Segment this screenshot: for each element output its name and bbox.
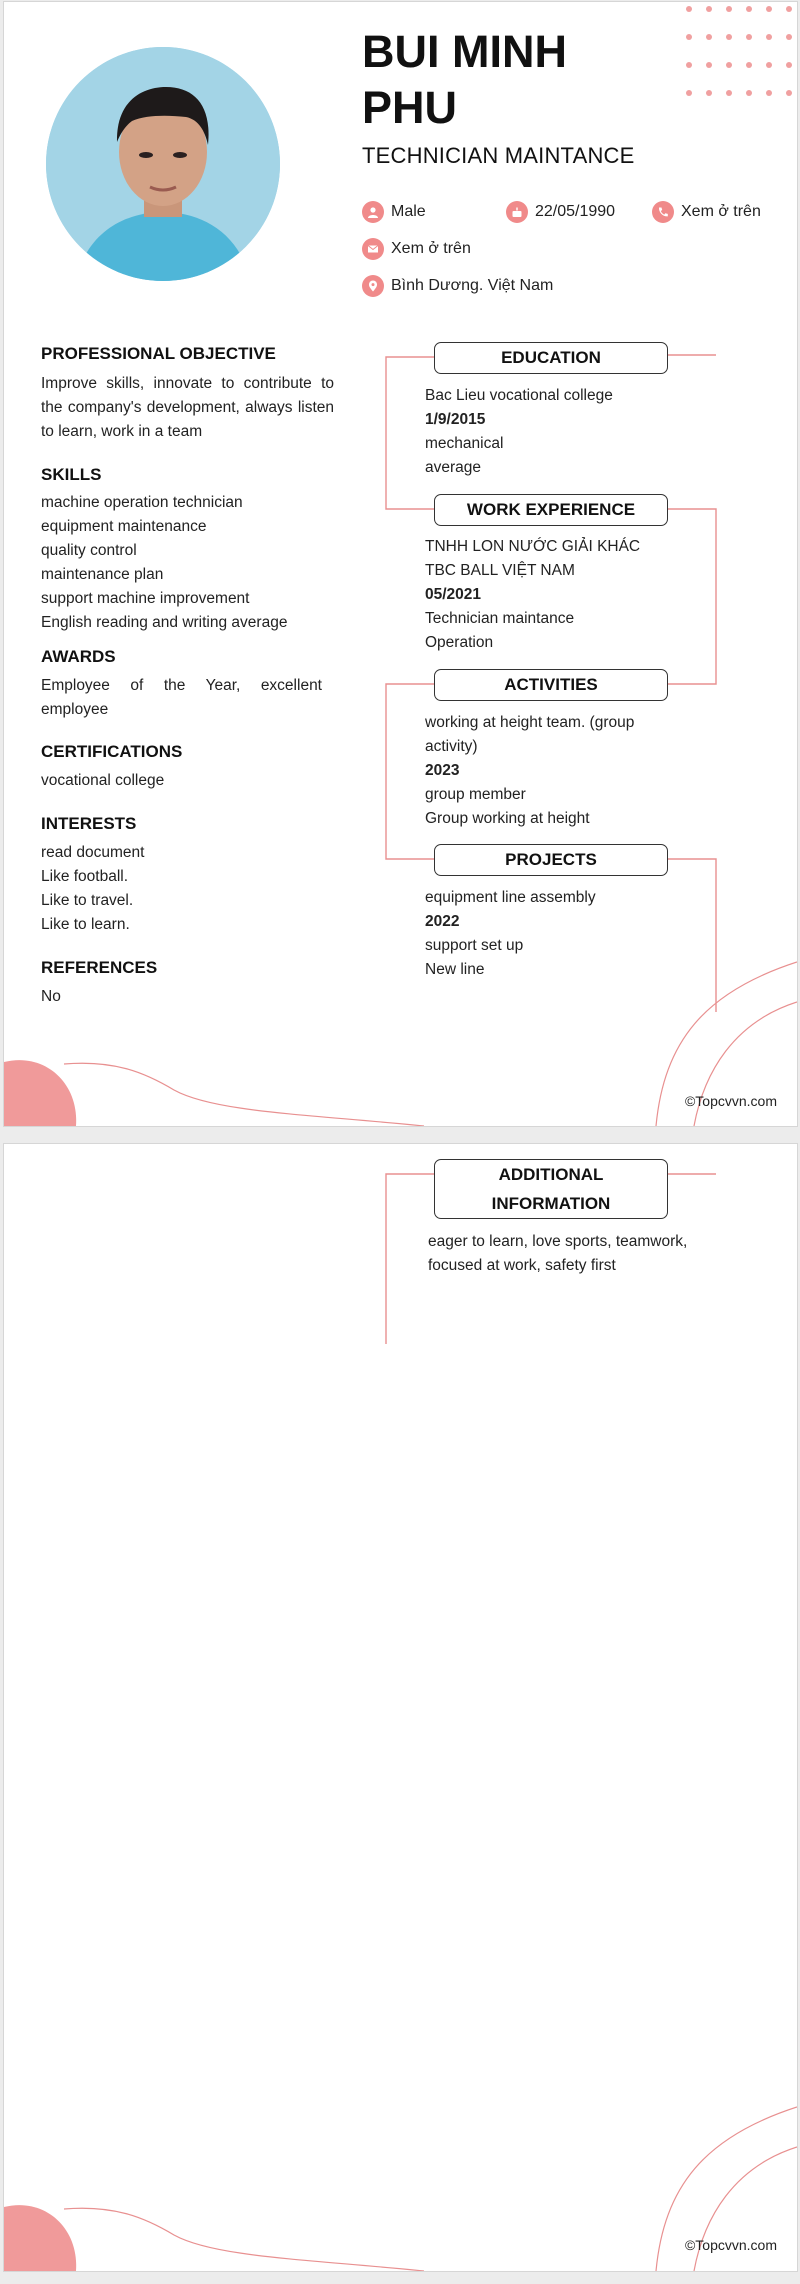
education-grade: average [425, 459, 482, 476]
work-company: TNHH LON NƯỚC GIẢI KHÁC TBC BALL VIỆT NAM [425, 538, 641, 579]
interests-title: INTERESTS [41, 814, 137, 833]
address-value: Bình Dương. Việt Nam [391, 277, 554, 294]
footer-watermark: ©Topcvvn.com [684, 1093, 777, 1109]
list-item: quality control [41, 542, 137, 559]
certifications-text: vocational college [41, 772, 165, 789]
list-item: support machine improvement [41, 590, 250, 607]
education-school: Bac Lieu vocational college [425, 387, 613, 404]
certifications-title: CERTIFICATIONS [41, 742, 183, 761]
list-item: Like football. [41, 868, 129, 885]
additional-info-header [434, 1159, 668, 1219]
activity-description: Group working at height [425, 810, 590, 827]
references-title: REFERENCES [41, 958, 158, 977]
cv-page-1 [3, 1, 798, 1127]
objective-text: Improve skills, innovate to contribute to the company's development, always listen to learn, work in a team [41, 375, 334, 440]
decorative-waves [4, 942, 797, 1126]
work-position: Technician maintance [425, 610, 575, 627]
activity-date: 2023 [425, 762, 460, 779]
education-entry [425, 384, 675, 480]
education-date: 1/9/2015 [425, 411, 486, 428]
work-experience-header: WORK EXPERIENCE [434, 494, 668, 526]
name-line-2: PHU [362, 82, 458, 133]
list-item: Like to travel. [41, 892, 134, 909]
list-item: equipment maintenance [41, 518, 207, 535]
list-item: Like to learn. [41, 916, 130, 933]
work-description: Operation [425, 634, 494, 651]
activity-name: working at height team. (group activity) [425, 714, 635, 755]
additional-info-text: eager to learn, love sports, teamwork, focused at work, safety first [428, 1233, 688, 1274]
activities-header: ACTIVITIES [434, 669, 668, 701]
list-item: machine operation technician [41, 494, 243, 511]
education-header: EDUCATION [434, 342, 668, 374]
cv-page-2 [3, 1143, 798, 2272]
name-line-1: BUI MINH [362, 26, 567, 77]
list-item: read document [41, 844, 145, 861]
project-description: New line [425, 961, 485, 978]
birthday-value: 22/05/1990 [535, 203, 616, 220]
job-title: TECHNICIAN MAINTANCE [362, 143, 635, 168]
awards-title: AWARDS [41, 647, 116, 666]
project-date: 2022 [425, 913, 460, 930]
project-name: equipment line assembly [425, 889, 596, 906]
projects-header: PROJECTS [434, 844, 668, 876]
activities-entry [425, 711, 665, 831]
education-major: mechanical [425, 435, 504, 452]
email-value: Xem ở trên [391, 240, 471, 257]
objective-title: PROFESSIONAL OBJECTIVE [41, 344, 276, 363]
project-role: support set up [425, 937, 524, 954]
list-item: maintenance plan [41, 566, 164, 583]
work-date: 05/2021 [425, 586, 482, 603]
list-item: English reading and writing average [41, 614, 288, 631]
phone-value: Xem ở trên [681, 203, 761, 220]
footer-watermark-page2: ©Topcvvn.com [684, 2237, 777, 2253]
activity-role: group member [425, 786, 526, 803]
skills-title: SKILLS [41, 465, 102, 484]
decorative-waves-page2 [4, 2087, 797, 2271]
awards-text: Employee of the Year, excellent employee [41, 677, 322, 718]
references-text: No [41, 988, 61, 1005]
additional-title-line-1: ADDITIONAL [498, 1165, 604, 1184]
work-entry [425, 535, 670, 655]
gender-value: Male [391, 203, 426, 220]
additional-title-line-2: INFORMATION [491, 1194, 611, 1213]
